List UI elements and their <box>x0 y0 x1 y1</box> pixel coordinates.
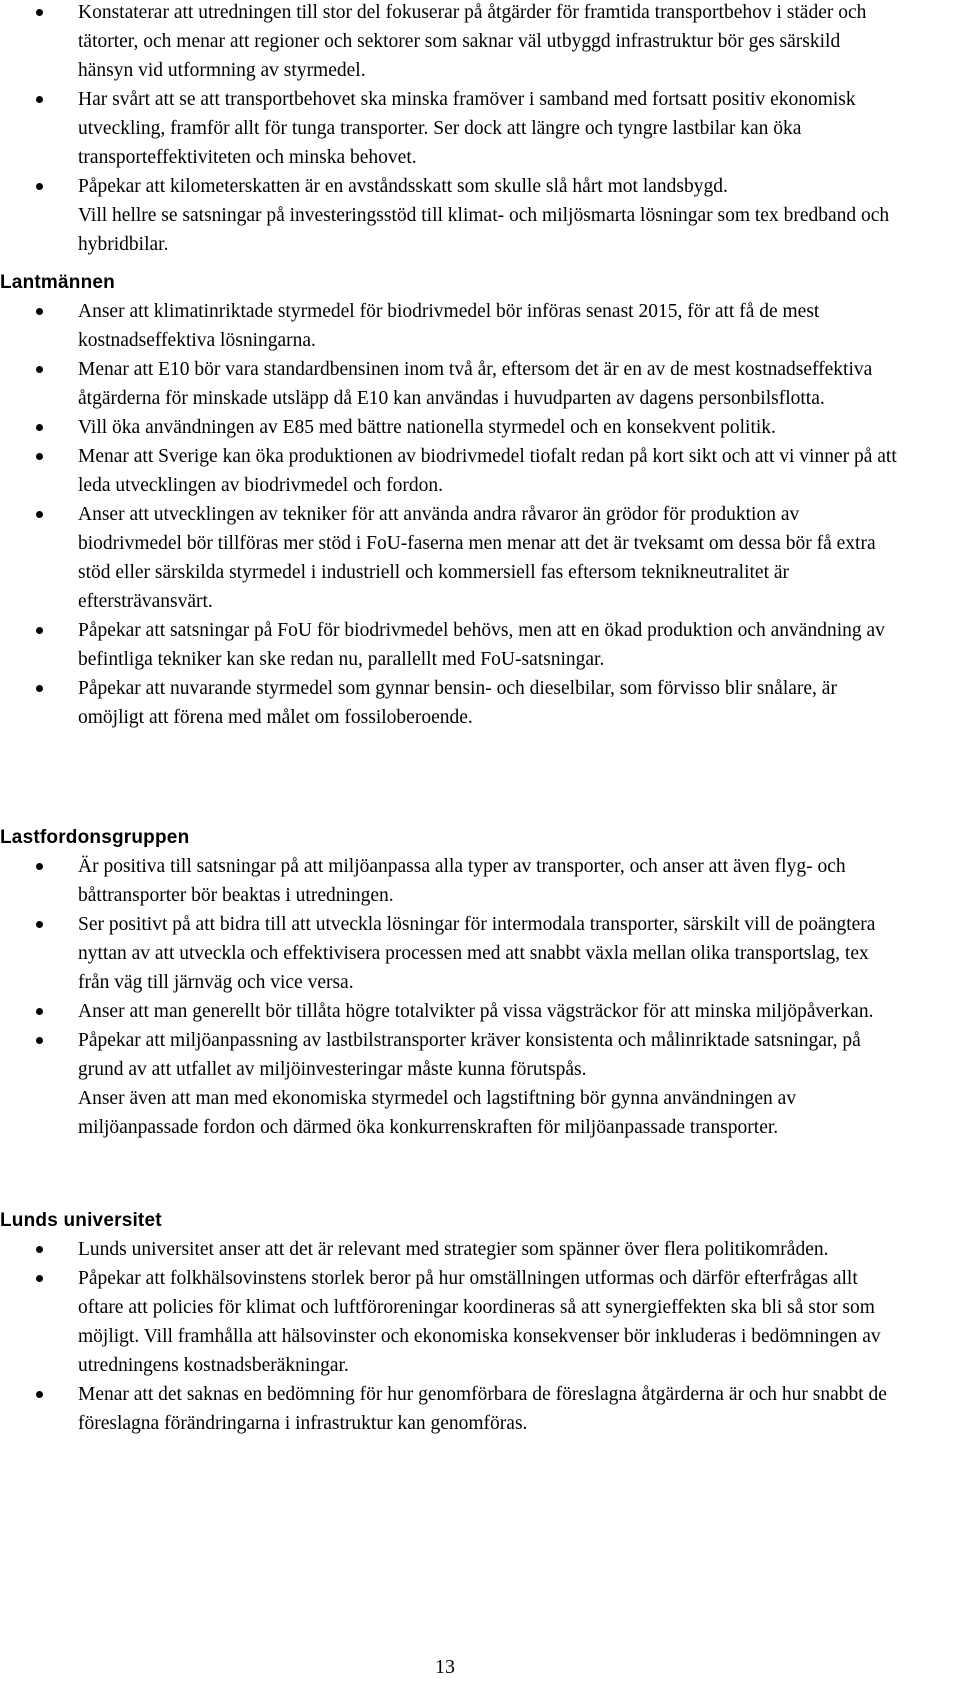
list-item: Anser att man generellt bör tillåta högre totalvikter på vissa vägsträckor för att minska miljöpåverkan. <box>0 997 960 1026</box>
list-item: Anser att klimatinriktade styrmedel för biodrivmedel bör införas senast 2015, för att få de mest kostnadseffektiva lösningarna. <box>0 297 960 355</box>
bullet-icon <box>36 1008 43 1015</box>
list-item: Menar att Sverige kan öka produktionen av biodrivmedel tiofalt redan på kort sikt och att vi vinner på att leda utvecklingen av biodrivmedel och fordon. <box>0 442 960 500</box>
list-item: Menar att E10 bör vara standardbensinen inom två år, eftersom det är en av de mest kostnadseffektiva åtgärderna för minskade utsläpp då E10 kan användas i huvudparten av dagens personbilsflotta. <box>0 355 960 413</box>
list-item: Är positiva till satsningar på att miljöanpassa alla typer av transporter, och anser att även flyg- och båttransporter bör beaktas i utredningen. <box>0 852 960 910</box>
bullet-icon <box>36 453 43 460</box>
bullet-icon <box>36 424 43 431</box>
list-item: Påpekar att satsningar på FoU för biodrivmedel behövs, men att en ökad produktion och användning av befintliga tekniker kan ske redan nu, parallellt med FoU-satsningar. <box>0 616 960 674</box>
list-item: Ser positivt på att bidra till att utveckla lösningar för intermodala transporter, särskilt vill de poängtera nyttan av att utveckla och effektivisera processen med att snabbt växla mellan olika transportslag, tex från väg till järnväg och vice versa. <box>0 910 960 997</box>
lastfordon-list <box>0 852 960 1084</box>
list-item: Påpekar att miljöanpassning av lastbilstransporter kräver konsistenta och målinriktade satsningar, på grund av att utfallet av miljöinvesteringar måste kunna förutspås. <box>0 1026 960 1084</box>
list-item: Påpekar att nuvarande styrmedel som gynnar bensin- och dieselbilar, som förvisso blir snålare, är omöjligt att förena med målet om fossiloberoende. <box>0 674 960 732</box>
intro-list <box>0 0 960 201</box>
paragraph-continuation: Vill hellre se satsningar på investeringsstöd till klimat- och miljösmarta lösningar som tex bredband och hybridbilar. <box>78 205 890 255</box>
list-item: Lunds universitet anser att det är relevant med strategier som spänner över flera politikområden. <box>0 1235 960 1264</box>
lund-section <box>0 1206 960 1438</box>
list-item: Påpekar att kilometerskatten är en avståndsskatt som skulle slå hårt mot landsbygd. <box>0 172 960 201</box>
list-item: Konstaterar att utredningen till stor del fokuserar på åtgärder för framtida transportbehov i städer och tätorter, och menar att regioner och sektorer som saknar väl utbyggd infrastruktur bör ges särskild hänsyn vid utformning av styrmedel. <box>0 0 960 85</box>
bullet-icon <box>36 1391 43 1398</box>
list-item: Menar att det saknas en bedömning för hur genomförbara de föreslagna åtgärderna är och hur snabbt de föreslagna förändringarna i infrastruktur kan genomföras. <box>0 1380 960 1438</box>
bullet-icon <box>36 308 43 315</box>
lantmannen-section <box>0 268 960 732</box>
page-number: 13 <box>435 1656 455 1678</box>
section-heading: Lunds universitet <box>0 1210 162 1231</box>
bullet-icon <box>36 366 43 373</box>
bullet-icon <box>36 921 43 928</box>
section-heading: Lastfordonsgruppen <box>0 827 190 848</box>
lund-list <box>0 1235 960 1438</box>
list-item: Vill öka användningen av E85 med bättre nationella styrmedel och en konsekvent politik. <box>0 413 960 442</box>
lastfordon-section <box>0 823 960 1142</box>
bullet-icon <box>36 685 43 692</box>
list-item: Påpekar att folkhälsovinstens storlek beror på hur omställningen utformas och därför efterfrågas allt oftare att policies för klimat och luftföroreningar koordineras så att synergieffekten ska bli så stor som möjligt. Vill framhålla att hälsovinster och ekonomiska konsekvenser bör inkluderas i bedömningen av utredningens kostnadsberäkningar. <box>0 1264 960 1380</box>
lantmannen-list <box>0 297 960 732</box>
paragraph-continuation: Anser även att man med ekonomiska styrmedel och lagstiftning bör gynna användningen av miljöanpassade fordon och därmed öka konkurrenskraften för miljöanpassade transporter. <box>78 1088 797 1138</box>
bullet-icon <box>36 863 43 870</box>
bullet-icon <box>36 1275 43 1282</box>
bullet-icon <box>36 627 43 634</box>
list-item: Har svårt att se att transportbehovet ska minska framöver i samband med fortsatt positiv ekonomisk utveckling, framför allt för tunga transporter. Ser dock att längre och tyngre lastbilar kan öka transporteffektiviteten och minska behovet. <box>0 85 960 172</box>
list-item: Anser att utvecklingen av tekniker för att använda andra råvaror än grödor för produktion av biodrivmedel bör tillföras mer stöd i FoU-faserna men menar att det är tveksamt om dessa bör få extra stöd eller särskilda styrmedel i industriell och kommersiell fas eftersom teknikneutralitet är eftersträvansvärt. <box>0 500 960 616</box>
intro-section <box>0 0 960 259</box>
section-heading: Lantmännen <box>0 272 115 293</box>
bullet-icon <box>36 9 43 16</box>
bullet-icon <box>36 183 43 190</box>
bullet-icon <box>36 96 43 103</box>
bullet-icon <box>36 511 43 518</box>
bullet-icon <box>36 1037 43 1044</box>
bullet-icon <box>36 1246 43 1253</box>
